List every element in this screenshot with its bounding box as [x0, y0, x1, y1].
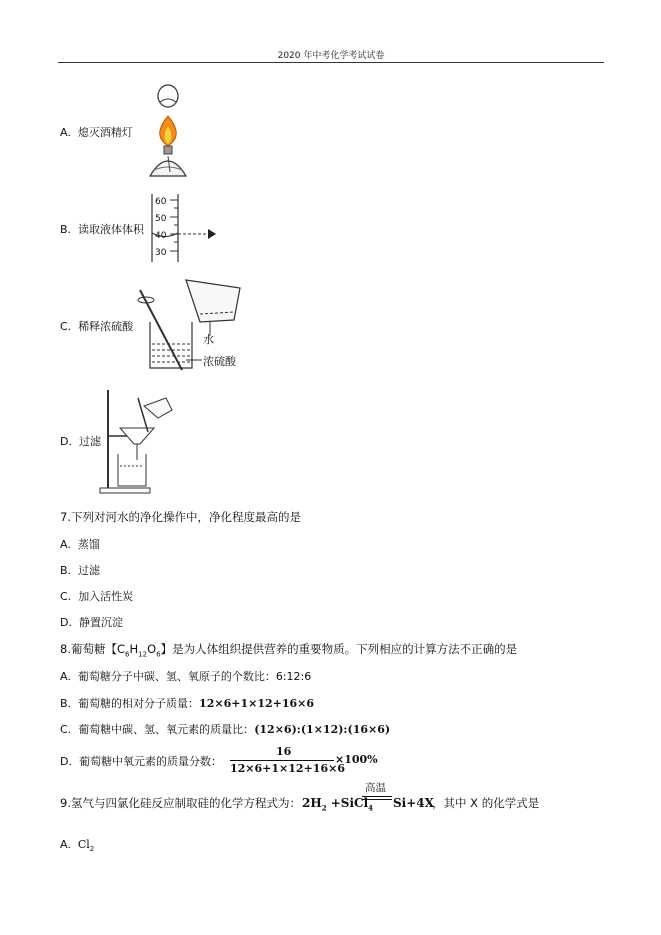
option-text: 过滤 [78, 435, 101, 448]
reaction-condition: 高温 [365, 782, 386, 794]
equals-line-bottom [362, 799, 392, 800]
tick-60: 60 [155, 197, 167, 207]
q8-option-b: B. 葡萄糖的相对分子质量：12×6+1×12+16×6 [60, 697, 315, 710]
q9-stem-post: ，其中 X 的化学式是 [432, 796, 540, 810]
option-text: 读取液体体积 [78, 223, 145, 236]
equation-right: Si+4X [393, 796, 434, 810]
option-letter: D. [60, 435, 72, 448]
filtration-figure [100, 388, 180, 496]
option-letter: B. [60, 223, 72, 236]
option-letter: A. [60, 538, 71, 551]
label-water: 水 [203, 333, 214, 346]
q7-option-d [60, 616, 123, 629]
q8-option-a: A. 葡萄糖分子中碳、氢、氧原子的个数比：6:12:6 [60, 670, 312, 683]
fraction-denominator: 12×6+1×12+16×6 [230, 762, 345, 775]
tick-40: 40 [155, 231, 167, 241]
q9-stem-pre: 9.氢气与四氯化硅反应制取硅的化学方程式为： [60, 796, 301, 810]
option-letter: C. [60, 590, 72, 603]
tick-30: 30 [155, 248, 167, 258]
q7-option-a [60, 538, 100, 551]
fraction-bar [230, 760, 334, 761]
q7-option-b [60, 564, 100, 577]
option-text: 熄灭酒精灯 [77, 126, 133, 139]
label-conc-acid: 浓硫酸 [203, 355, 236, 368]
page-header: 2020 年中考化学考试试卷 [277, 51, 385, 61]
q8-option-d: D. 葡萄糖中氧元素的质量分数： [60, 755, 222, 768]
option-letter: D. [60, 616, 72, 629]
fraction-tail: ×100% [335, 753, 378, 766]
option-text: 过滤 [78, 564, 101, 577]
option-letter: C. [60, 320, 72, 333]
option-text: 静置沉淀 [78, 616, 123, 629]
q7-stem: 7.下列对河水的净化操作中，净化程度最高的是 [60, 510, 301, 524]
option-text: 蒸馏 [77, 538, 100, 551]
q7-option-c [60, 590, 133, 603]
option-text: 加入活性炭 [78, 590, 134, 603]
option-text: 葡萄糖分子中碳、氢、氧原子的个数比：6:12:6 [77, 670, 312, 683]
fraction-numerator: 16 [276, 745, 292, 758]
formula-b: 12×6+1×12+16×6 [199, 697, 315, 710]
q6-option-c [60, 320, 133, 333]
option-letter: A. [60, 126, 71, 139]
q6-option-a [60, 126, 133, 139]
formula-c: (12×6):(1×12):(16×6) [254, 723, 391, 736]
equation-left: $2H_2$ +SiCl$_4$ [302, 796, 374, 813]
q8-option-c: C. 葡萄糖中碳、氢、氧元素的质量比：(12×6):(1×12):(16×6) [60, 723, 391, 736]
q6-option-d [60, 435, 101, 448]
option-text: 稀释浓硫酸 [78, 320, 134, 333]
q9-option-a: A. $Cl_2$ [60, 838, 95, 854]
alcohol-lamp-figure [138, 84, 198, 184]
option-letter: B. [60, 564, 72, 577]
q8-stem: 8.葡萄糖【$C_6H_{12}O_6$】是为人体组织提供营养的重要物质。下列相应的计算方法不正确的是 [60, 642, 518, 659]
tick-50: 50 [155, 214, 167, 224]
equals-line-top [362, 796, 392, 797]
header-rule [58, 62, 604, 63]
q6-option-b [60, 223, 144, 236]
